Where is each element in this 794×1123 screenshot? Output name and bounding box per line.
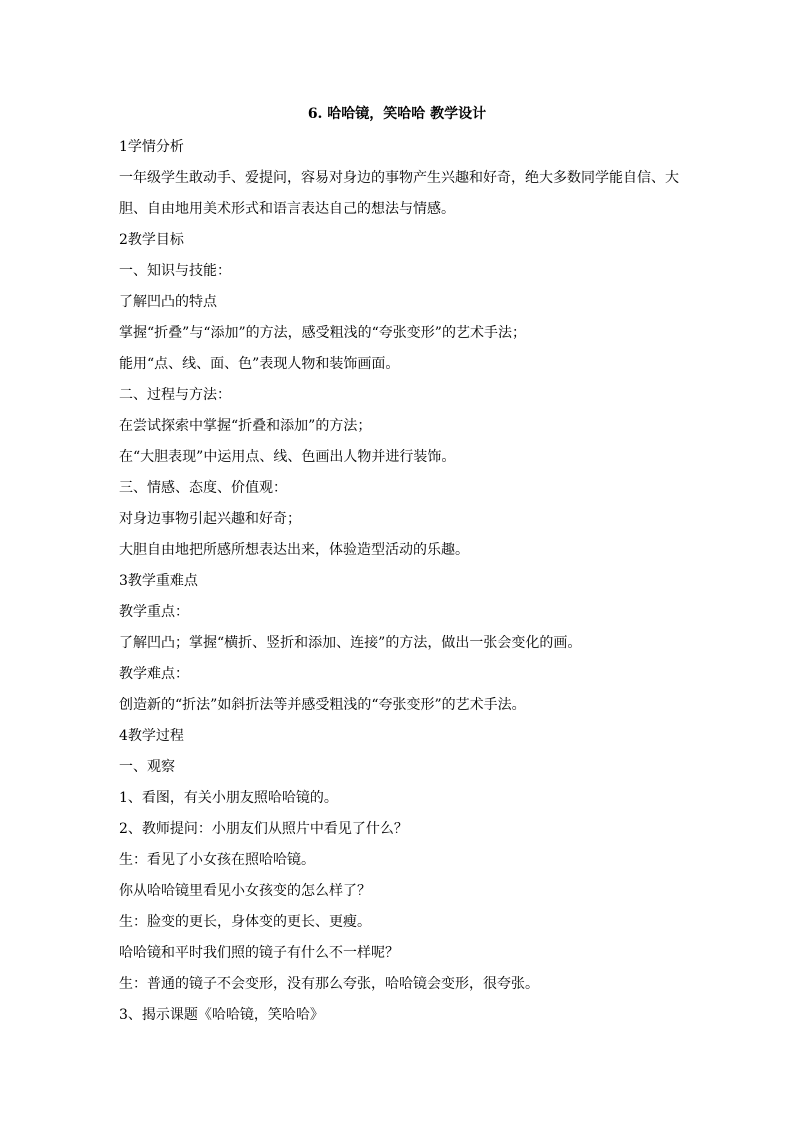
subheading: 教学难点： <box>119 666 189 682</box>
text-line: 3、揭示课题《哈哈镜，笑哈哈》 <box>119 1007 324 1023</box>
subheading: 三、情感、态度、价值观： <box>119 480 287 496</box>
text-line: 在尝试探索中掌握“折叠和添加”的方法； <box>119 418 372 434</box>
section-heading: 3教学重难点 <box>119 573 198 589</box>
text-line: 生：脸变的更长，身体变的更长、更瘦。 <box>119 914 371 930</box>
section-heading: 1学情分析 <box>119 139 184 155</box>
text-line: 你从哈哈镜里看见小女孩变的怎么样了？ <box>119 883 371 899</box>
subheading: 一、知识与技能： <box>119 263 231 279</box>
text-line: 1、看图，有关小朋友照哈哈镜的。 <box>119 790 338 806</box>
text-line: 2、教师提问：小朋友们从照片中看见了什么？ <box>119 821 408 837</box>
text-line: 掌握“折叠”与“添加”的方法，感受粗浅的“夸张变形”的艺术手法； <box>119 325 526 341</box>
text-line: 能用“点、线、面、色”表现人物和装饰画面。 <box>119 356 400 372</box>
document-title: 6. 哈哈镜，笑哈哈 教学设计 <box>307 106 487 122</box>
text-line: 了解凹凸的特点 <box>119 294 217 310</box>
text-line: 大胆自由地把所感所想表达出来，体验造型活动的乐趣。 <box>119 542 469 558</box>
section-heading: 4教学过程 <box>119 728 184 744</box>
text-line: 了解凹凸；掌握“横折、竖折和添加、连接”的方法，做出一张会变化的画。 <box>119 635 582 651</box>
subheading: 教学重点： <box>119 604 189 620</box>
paragraph: 一年级学生敢动手、爱提问，容易对身边的事物产生兴趣和好奇，绝大多数同学能自信、大胆、自由地用美术形式和语言表达自己的想法与情感。 <box>119 170 679 217</box>
subheading: 一、观察 <box>119 759 175 775</box>
text-line: 生：普通的镜子不会变形，没有那么夸张，哈哈镜会变形，很夸张。 <box>119 976 539 992</box>
text-line: 在“大胆表现”中运用点、线、色画出人物并进行装饰。 <box>119 449 456 465</box>
section-heading: 2教学目标 <box>119 232 184 248</box>
text-line: 生：看见了小女孩在照哈哈镜。 <box>119 852 315 868</box>
document-body <box>119 132 679 1031</box>
subheading: 二、过程与方法： <box>119 387 231 403</box>
text-line: 哈哈镜和平时我们照的镜子有什么不一样呢？ <box>119 945 399 961</box>
text-line: 对身边事物引起兴趣和好奇； <box>119 511 301 527</box>
text-line: 创造新的“折法”如斜折法等并感受粗浅的“夸张变形”的艺术手法。 <box>119 697 526 713</box>
